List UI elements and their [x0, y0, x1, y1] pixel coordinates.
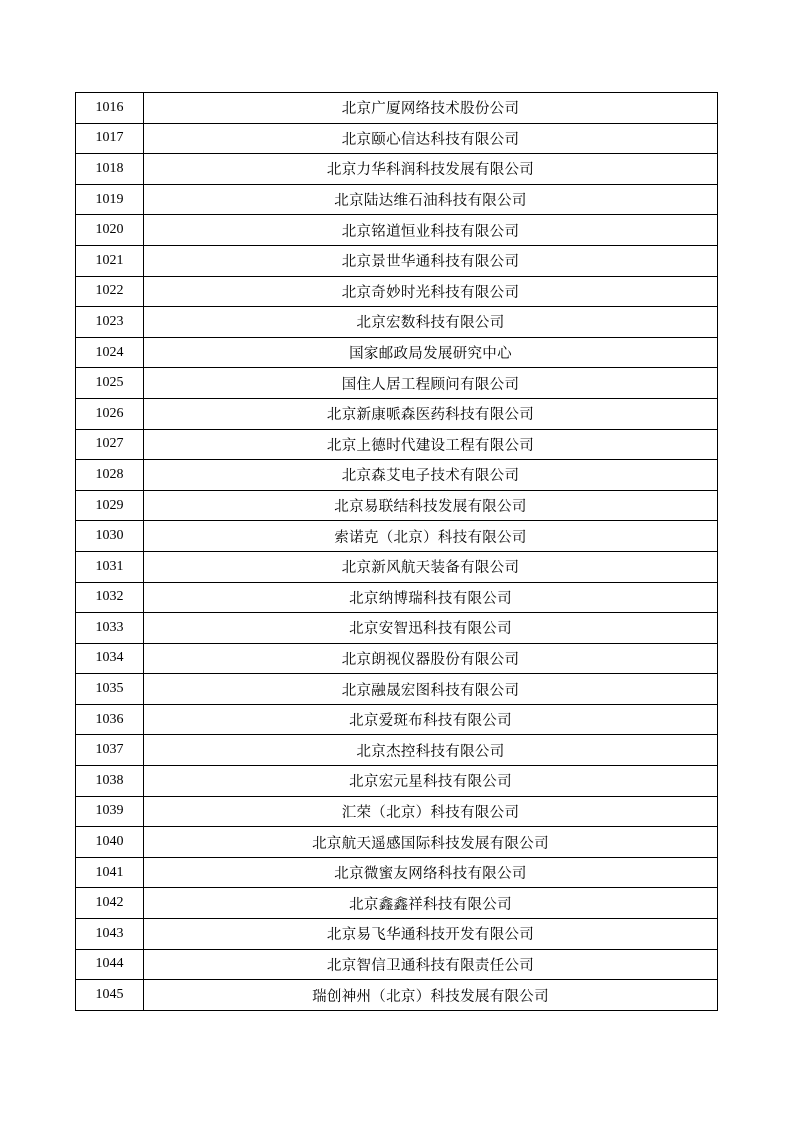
- row-number: 1028: [76, 460, 144, 491]
- row-number: 1033: [76, 613, 144, 644]
- table-row: [76, 123, 718, 154]
- company-name: 北京广厦网络技术股份公司: [144, 93, 718, 124]
- table-row: [76, 93, 718, 124]
- row-number: 1043: [76, 919, 144, 950]
- row-number: 1042: [76, 888, 144, 919]
- row-number: 1016: [76, 93, 144, 124]
- company-name: 北京铭道恒业科技有限公司: [144, 215, 718, 246]
- company-name: 瑞创神州（北京）科技发展有限公司: [144, 980, 718, 1011]
- company-list-body: [76, 93, 718, 1011]
- table-row: [76, 307, 718, 338]
- table-row: [76, 674, 718, 705]
- company-name: 北京宏元星科技有限公司: [144, 766, 718, 797]
- company-name: 北京力华科润科技发展有限公司: [144, 154, 718, 185]
- company-name: 北京易飞华通科技开发有限公司: [144, 919, 718, 950]
- table-row: [76, 154, 718, 185]
- company-name: 国住人居工程顾问有限公司: [144, 368, 718, 399]
- row-number: 1030: [76, 521, 144, 552]
- table-row: [76, 827, 718, 858]
- table-row: [76, 551, 718, 582]
- row-number: 1037: [76, 735, 144, 766]
- table-row: [76, 766, 718, 797]
- company-name: 北京上德时代建设工程有限公司: [144, 429, 718, 460]
- table-row: [76, 919, 718, 950]
- row-number: 1029: [76, 490, 144, 521]
- company-name: 北京陆达维石油科技有限公司: [144, 184, 718, 215]
- table-row: [76, 337, 718, 368]
- row-number: 1024: [76, 337, 144, 368]
- table-row: [76, 613, 718, 644]
- table-row: [76, 857, 718, 888]
- company-name: 北京景世华通科技有限公司: [144, 245, 718, 276]
- company-name: 北京奇妙时光科技有限公司: [144, 276, 718, 307]
- company-name: 北京航天遥感国际科技发展有限公司: [144, 827, 718, 858]
- row-number: 1026: [76, 398, 144, 429]
- row-number: 1017: [76, 123, 144, 154]
- row-number: 1035: [76, 674, 144, 705]
- company-name: 北京智信卫通科技有限责任公司: [144, 949, 718, 980]
- table-row: [76, 643, 718, 674]
- company-name: 北京鑫鑫祥科技有限公司: [144, 888, 718, 919]
- company-name: 北京森艾电子技术有限公司: [144, 460, 718, 491]
- table-row: [76, 704, 718, 735]
- company-name: 北京安智迅科技有限公司: [144, 613, 718, 644]
- row-number: 1039: [76, 796, 144, 827]
- table-row: [76, 949, 718, 980]
- row-number: 1023: [76, 307, 144, 338]
- row-number: 1045: [76, 980, 144, 1011]
- table-row: [76, 460, 718, 491]
- company-name: 北京微蜜友网络科技有限公司: [144, 857, 718, 888]
- company-name: 北京易联结科技发展有限公司: [144, 490, 718, 521]
- row-number: 1032: [76, 582, 144, 613]
- row-number: 1025: [76, 368, 144, 399]
- company-name: 北京杰控科技有限公司: [144, 735, 718, 766]
- company-name: 汇荣（北京）科技有限公司: [144, 796, 718, 827]
- company-name: 北京颐心信达科技有限公司: [144, 123, 718, 154]
- row-number: 1018: [76, 154, 144, 185]
- row-number: 1027: [76, 429, 144, 460]
- row-number: 1038: [76, 766, 144, 797]
- table-row: [76, 521, 718, 552]
- table-row: [76, 888, 718, 919]
- company-name: 北京宏数科技有限公司: [144, 307, 718, 338]
- table-row: [76, 796, 718, 827]
- table-row: [76, 398, 718, 429]
- company-name: 国家邮政局发展研究中心: [144, 337, 718, 368]
- company-name: 北京纳博瑞科技有限公司: [144, 582, 718, 613]
- row-number: 1044: [76, 949, 144, 980]
- table-row: [76, 245, 718, 276]
- table-row: [76, 582, 718, 613]
- company-name: 索诺克（北京）科技有限公司: [144, 521, 718, 552]
- table-row: [76, 368, 718, 399]
- row-number: 1040: [76, 827, 144, 858]
- table-row: [76, 490, 718, 521]
- row-number: 1022: [76, 276, 144, 307]
- company-name: 北京新风航天装备有限公司: [144, 551, 718, 582]
- row-number: 1019: [76, 184, 144, 215]
- company-name: 北京新康哌森医药科技有限公司: [144, 398, 718, 429]
- company-name: 北京爱斑布科技有限公司: [144, 704, 718, 735]
- row-number: 1021: [76, 245, 144, 276]
- table-row: [76, 735, 718, 766]
- row-number: 1031: [76, 551, 144, 582]
- row-number: 1020: [76, 215, 144, 246]
- table-row: [76, 215, 718, 246]
- table-row: [76, 980, 718, 1011]
- table-row: [76, 276, 718, 307]
- company-name: 北京朗视仪器股份有限公司: [144, 643, 718, 674]
- company-name: 北京融晟宏图科技有限公司: [144, 674, 718, 705]
- table-row: [76, 184, 718, 215]
- row-number: 1036: [76, 704, 144, 735]
- table-row: [76, 429, 718, 460]
- company-list-table: [75, 92, 718, 1011]
- row-number: 1041: [76, 857, 144, 888]
- row-number: 1034: [76, 643, 144, 674]
